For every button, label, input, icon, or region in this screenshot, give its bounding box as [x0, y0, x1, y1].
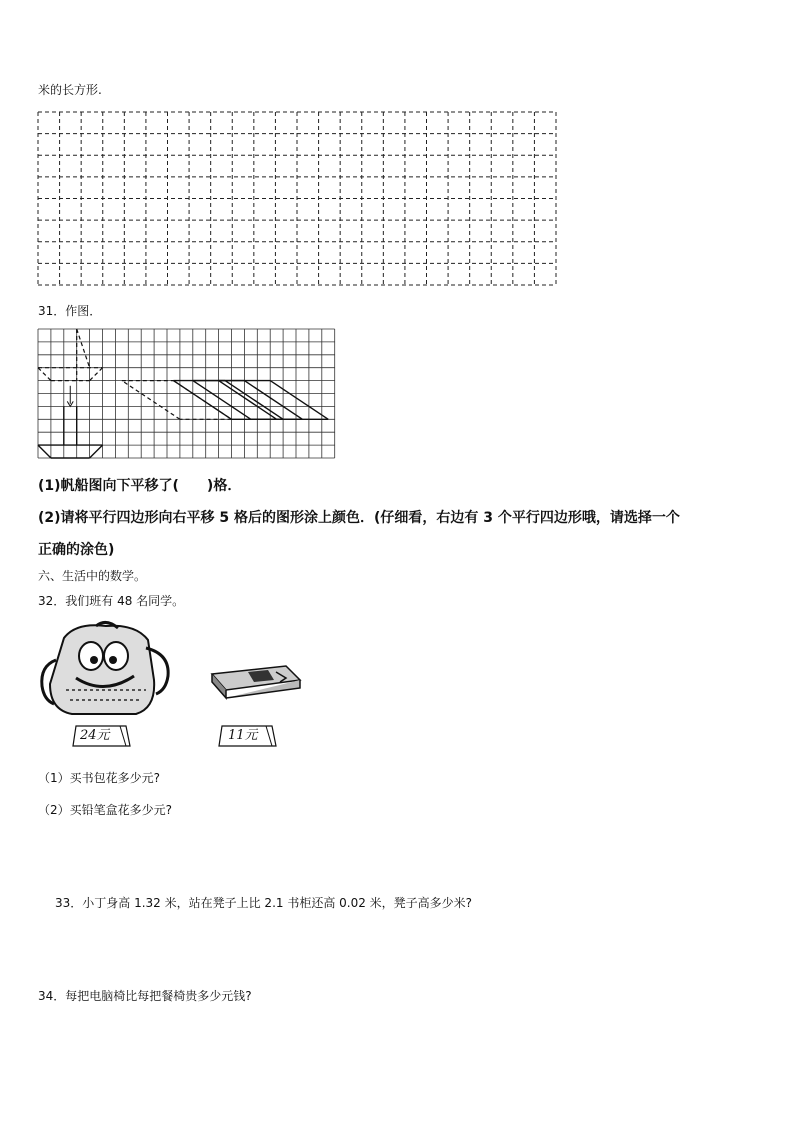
q31-sub1: (1)帆船图向下平移了( )格． — [38, 478, 242, 494]
translation-grid-figure — [0, 0, 794, 480]
pencil-box-illustration — [208, 660, 304, 700]
sailboat-hull — [90, 368, 103, 381]
pencil-box-price: 11元 — [228, 728, 258, 743]
q31-heading: 31．作图． — [38, 304, 102, 318]
sailboat-translated-hull — [90, 445, 103, 458]
q32-heading: 32．我们班有 48 名同学。 — [38, 594, 185, 608]
q31-sub2-line2: 正确的涂色) — [38, 542, 115, 558]
q33-text: 33．小丁身高 1.32 米，站在凳子上比 2.1 书柜还高 0.02 米，凳子高多少米? — [55, 896, 473, 910]
q32-sub1: （1）买书包花多少元? — [38, 771, 161, 785]
q32-sub2: （2）买铅笔盒花多少元? — [38, 803, 173, 817]
q31-sub2-line1: (2)请将平行四边形向右平移 5 格后的图形涂上颜色．(仔细看，右边有 3 个平行四边形哦，请选择一个 — [38, 510, 680, 526]
q30-tail-text: 米的长方形. — [38, 83, 102, 97]
parallelogram-candidate — [219, 381, 277, 420]
backpack-illustration — [36, 620, 176, 720]
sailboat-hull — [38, 368, 51, 381]
sailboat-sail — [77, 329, 90, 368]
parallelogram-candidate — [270, 381, 328, 420]
q34-text: 34．每把电脑椅比每把餐椅贵多少元钱? — [38, 989, 252, 1003]
parallelogram-original — [122, 381, 180, 420]
sailboat-translated-hull — [38, 445, 51, 458]
section-six-heading: 六、生活中的数学。 — [38, 569, 147, 583]
bag-price: 24元 — [80, 728, 110, 743]
